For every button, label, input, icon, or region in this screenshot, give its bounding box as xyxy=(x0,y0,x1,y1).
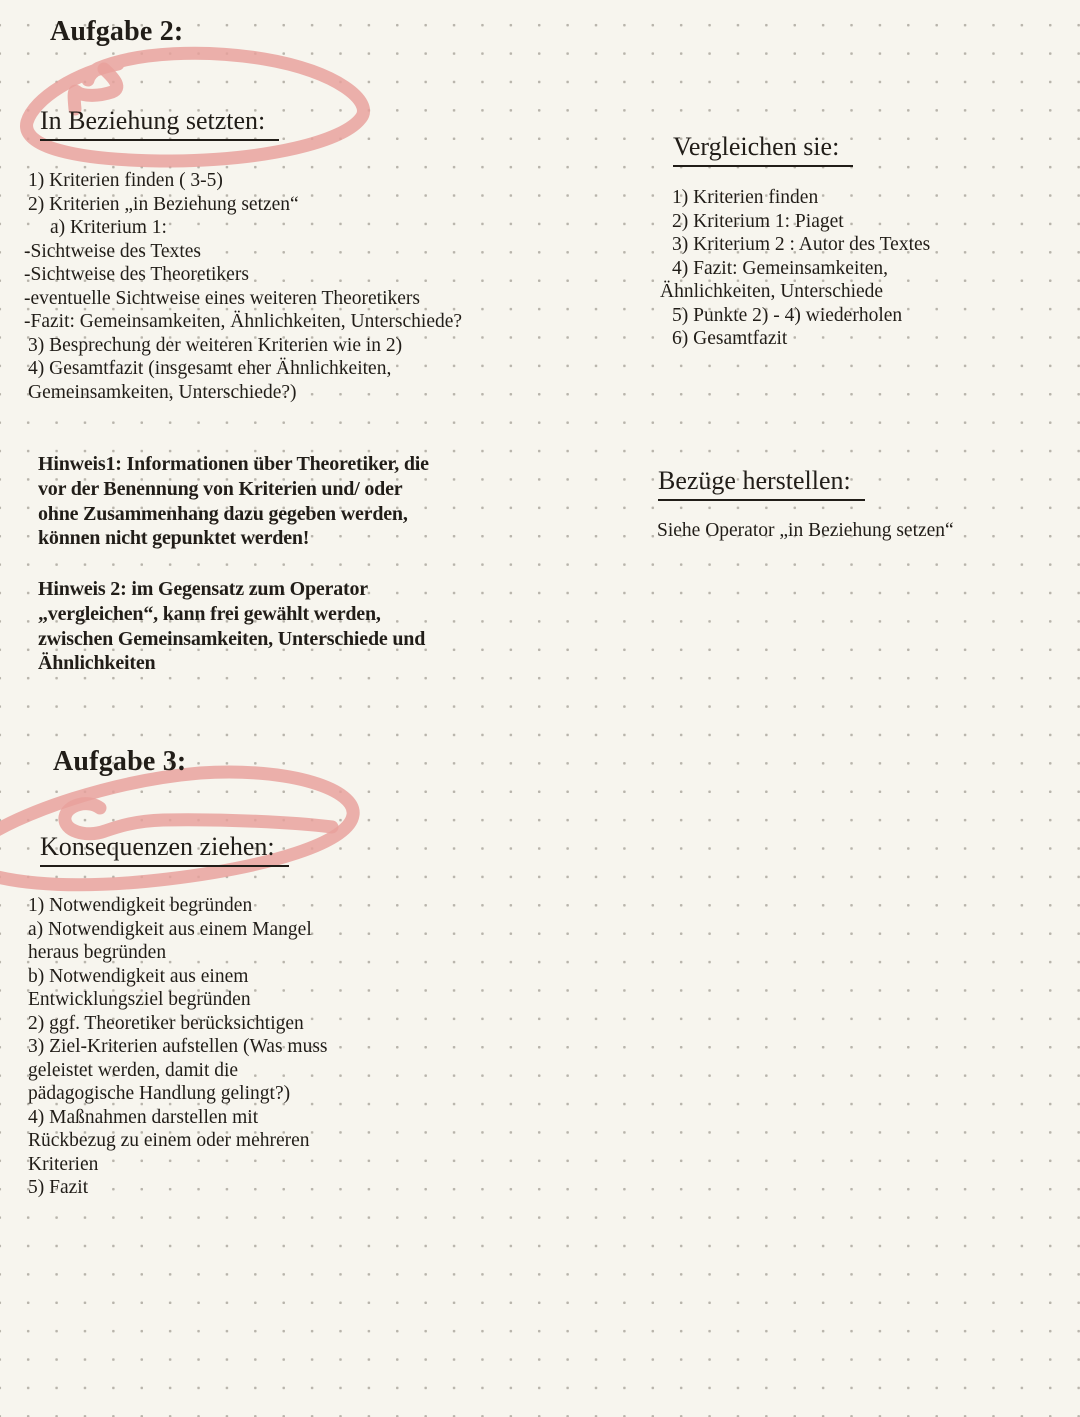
list-line: -Sichtweise des Textes xyxy=(24,240,201,262)
section-title-text: Konsequenzen ziehen: xyxy=(40,832,289,867)
list-line: 6) Gesamtfazit xyxy=(672,328,788,349)
list-in-beziehung-setzen xyxy=(24,169,462,404)
note-line: vor der Benennung von Kriterien und/ oder xyxy=(38,477,403,500)
list-line: a) Notwendigkeit aus einem Mangel xyxy=(28,918,312,940)
heading-aufgabe-2: Aufgabe 2: xyxy=(50,16,184,47)
marker-curl-aufgabe3 xyxy=(65,804,332,834)
list-line: 4) Maßnahmen darstellen mit xyxy=(28,1106,259,1128)
section-title-text: Bezüge herstellen: xyxy=(658,466,865,501)
note-line: „vergleichen“, kann frei gewählt werden, xyxy=(38,602,381,625)
list-line: -Sichtweise des Theoretikers xyxy=(24,264,249,285)
list-line: geleistet werden, damit die xyxy=(28,1059,239,1081)
section-title-vergleichen-sie xyxy=(673,132,853,167)
list-vergleichen-sie xyxy=(660,186,930,351)
list-line: pädagogische Handlung gelingt?) xyxy=(28,1083,291,1104)
marker-ellipse-aufgabe3 xyxy=(0,772,353,885)
list-line: Entwicklungsziel begründen xyxy=(28,989,251,1010)
note-line: ohne Zusammenhang dazu gegeben werden, xyxy=(38,502,408,525)
note-line: können nicht gepunktet werden! xyxy=(38,527,310,550)
list-line: -Fazit: Gemeinsamkeiten, Ähnlichkeiten, Unterschiede? xyxy=(24,311,463,332)
list-line: 2) Kriterien „in Beziehung setzen“ xyxy=(28,193,299,215)
list-line: Kriterien xyxy=(28,1153,99,1175)
list-line: Gemeinsamkeiten, Unterschiede?) xyxy=(28,381,297,403)
section-title-in-beziehung-setzen xyxy=(40,106,279,141)
note-line: Ähnlichkeiten xyxy=(38,652,156,675)
note-line: Hinweis 2: im Gegensatz zum Operator xyxy=(38,578,368,600)
list-line: -eventuelle Sichtweise eines weiteren Theoretikers xyxy=(24,287,420,309)
marker-hook-aufgabe2 xyxy=(74,69,117,109)
heading-aufgabe-3: Aufgabe 3: xyxy=(53,746,187,777)
list-line: 4) Gesamtfazit (insgesamt eher Ähnlichkeiten, xyxy=(28,358,392,379)
section-title-bezuege-herstellen xyxy=(658,466,865,501)
section-title-text: In Beziehung setzten: xyxy=(40,106,279,141)
list-line: 3) Besprechung der weiteren Kriterien wie in 2) xyxy=(28,334,403,356)
note-line: Hinweis1: Informationen über Theoretiker, die xyxy=(38,453,429,475)
list-line: 1) Notwendigkeit begründen xyxy=(28,895,253,916)
list-line: 4) Fazit: Gemeinsamkeiten, xyxy=(672,257,889,279)
list-line: Ähnlichkeiten, Unterschiede xyxy=(660,281,884,302)
note-line: zwischen Gemeinsamkeiten, Unterschiede und xyxy=(38,627,426,650)
section-title-text: Vergleichen sie: xyxy=(673,132,853,167)
list-line: 1) Kriterien finden ( 3-5) xyxy=(28,170,223,191)
list-line: heraus begründen xyxy=(28,942,167,963)
list-line: 3) Kriterium 2 : Autor des Textes xyxy=(672,234,931,255)
list-line: 3) Ziel-Kriterien aufstellen (Was muss xyxy=(28,1036,328,1057)
list-line: Rückbezug zu einem oder mehreren xyxy=(28,1130,310,1151)
list-line: b) Notwendigkeit aus einem xyxy=(28,965,249,987)
list-line: a) Kriterium 1: xyxy=(50,217,167,238)
list-konsequenzen-ziehen xyxy=(28,894,328,1200)
hinweis-1-note xyxy=(38,452,429,551)
section-title-konsequenzen-ziehen xyxy=(40,832,289,867)
list-line: 1) Kriterien finden xyxy=(672,187,819,208)
list-line: 2) Kriterium 1: Piaget xyxy=(672,210,844,232)
list-line: 5) Punkte 2) - 4) wiederholen xyxy=(672,304,903,326)
hinweis-2-note xyxy=(38,577,425,676)
bezuege-reference-note: Siehe Operator „in Beziehung setzen“ xyxy=(657,520,954,541)
list-line: 2) ggf. Theoretiker berücksichtigen xyxy=(28,1012,304,1034)
list-line: 5) Fazit xyxy=(28,1177,89,1198)
